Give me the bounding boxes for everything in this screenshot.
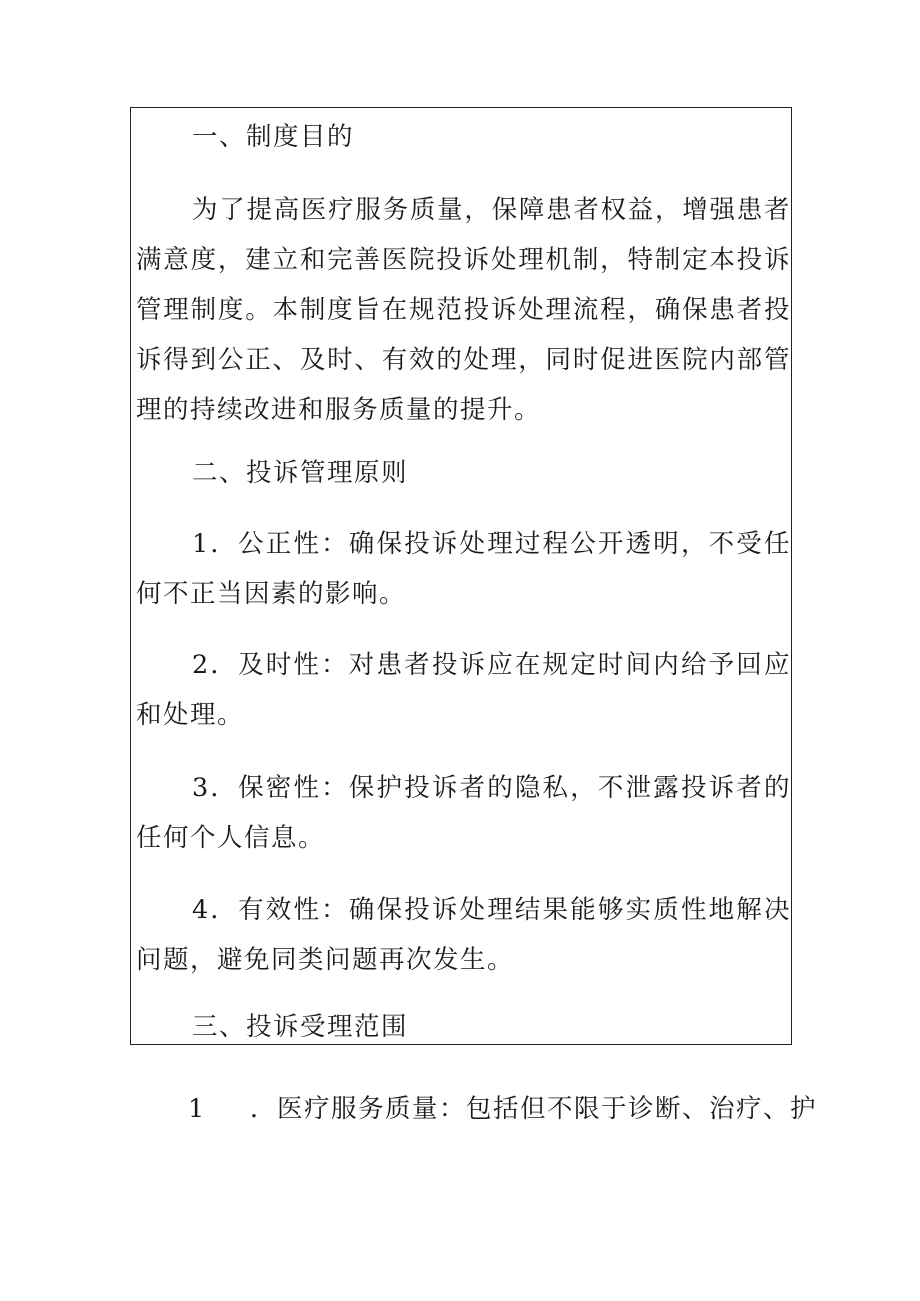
scope-item-medical-quality	[188, 1084, 818, 1134]
principle-item-timeliness: 2．及时性：对患者投诉应在规定时间内给予回应和处理。	[136, 650, 791, 730]
principle-item-effectiveness: 4．有效性：确保投诉处理结果能够实质性地解决问题，避免同类问题再次发生。	[136, 895, 791, 975]
purpose-paragraph: 为了提高医疗服务质量，保障患者权益，增强患者满意度，建立和完善医院投诉处理机制，特制定本投诉管理制度。本制度旨在规范投诉处理流程，确保患者投诉得到公正、及时、有效的处理，同时促进医院内部管理的持续改进和服务质量的提升。	[136, 195, 791, 425]
principle-item-confidentiality: 3．保密性：保护投诉者的隐私，不泄露投诉者的任何个人信息。	[136, 773, 791, 853]
scope-item-text: ．医疗服务质量：包括但不限于诊断、治疗、护	[250, 1094, 818, 1124]
section-heading-purpose: 一、制度目的	[192, 122, 355, 152]
principle-item-fairness: 1．公正性：确保投诉处理过程公开透明，不受任何不正当因素的影响。	[136, 529, 791, 609]
scope-item-number: 1	[188, 1094, 206, 1124]
section-heading-principles: 二、投诉管理原则	[192, 458, 409, 488]
section-heading-scope: 三、投诉受理范围	[192, 1012, 409, 1042]
